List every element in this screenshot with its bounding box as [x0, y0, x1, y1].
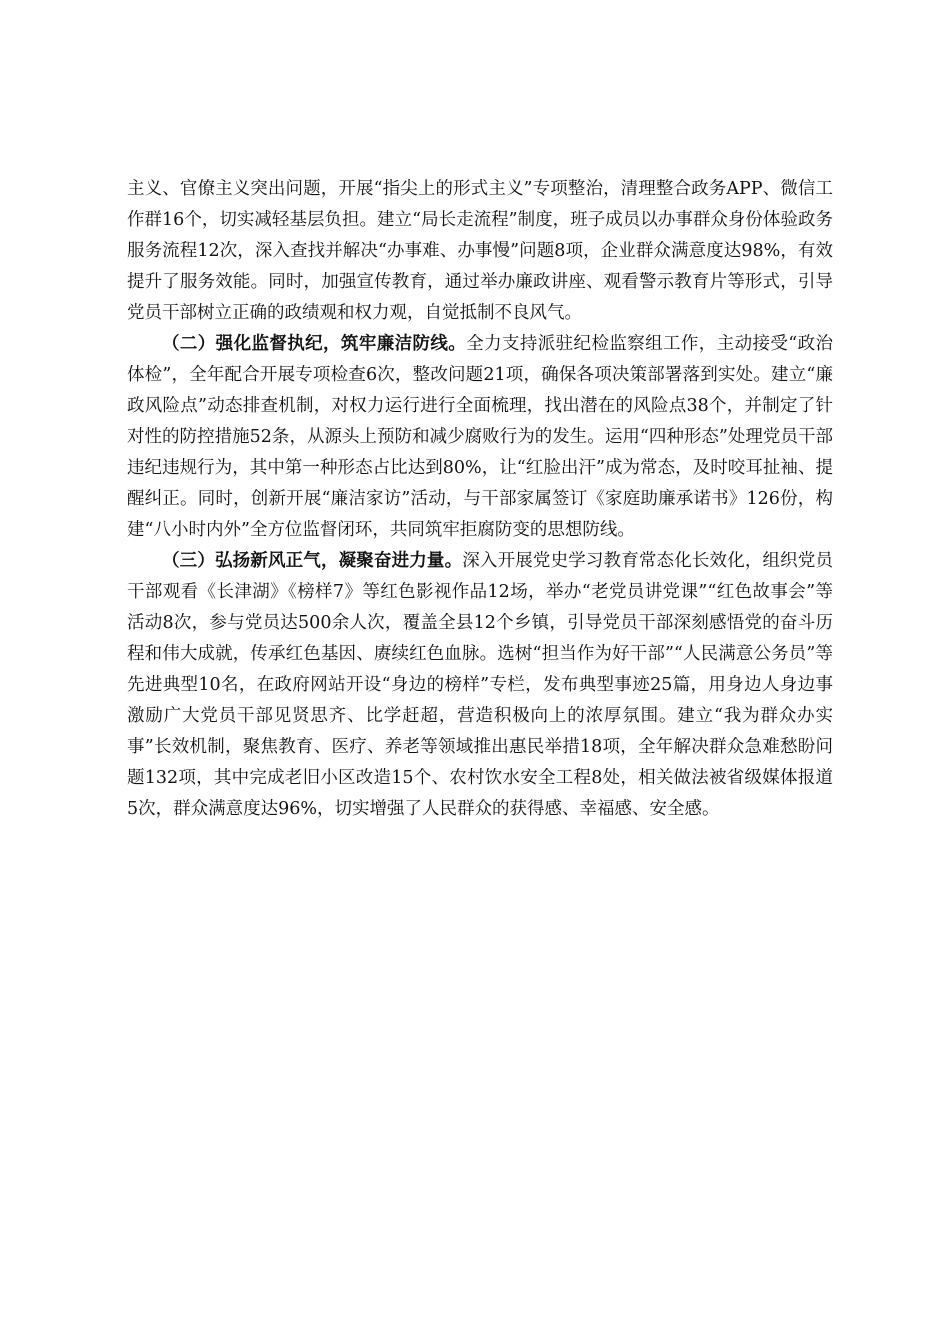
paragraph-text: 主义、官僚主义突出问题，开展“指尖上的形式主义”专项整治，清理整合政务APP、微信工作群16个，切实减轻基层负担。建立“局长走流程”制度，班子成员以办事群众身份体验政务服务流程12次，深入查找并解决“办事难、办事慢”问题8项，企业群众满意度达98%，有效提升了服务效能。同时，加强宣传教育，通过举办廉政讲座、观看警示教育片等形式，引导党员干部树立正确的政绩观和权力观，自觉抵制不良风气。: [127, 179, 833, 323]
paragraph-continuation: [127, 174, 833, 329]
paragraph-text: 深入开展党史学习教育常态化长效化，组织党员干部观看《长津湖》《榜样7》等红色影视作品12场，举办“老党员讲党课”“红色故事会”等活动8次，参与党员达500余人次，覆盖全县12个乡镇，引导党员干部深刻感悟党的奋斗历程和伟大成就，传承红色基因、赓续红色血脉。选树“担当作为好干部”“人民满意公务员”等先进典型10名，在政府网站开设“身边的榜样”专栏，发布典型事迹25篇，用身边人身边事激励广大党员干部见贤思齐、比学赶超，营造积极向上的浓厚氛围。建立“我为群众办实事”长效机制，聚焦教育、医疗、养老等领域推出惠民举措18项，全年解决群众急难愁盼问题132项，其中完成老旧小区改造15个、农村饮水安全工程8处，相关做法被省级媒体报道5次，群众满意度达96%，切实增强了人民群众的获得感、幸福感、安全感。: [127, 551, 834, 819]
section-heading-new-style: （三）弘扬新风正气，凝聚奋进力量。: [162, 551, 463, 571]
paragraph-new-style: [127, 546, 833, 825]
document-body: [127, 174, 833, 825]
section-heading-supervision: （二）强化监督执纪，筑牢廉洁防线。: [162, 334, 467, 354]
paragraph-text: 全力支持派驻纪检监察组工作，主动接受“政治体检”，全年配合开展专项检查6次，整改问题21项，确保各项决策部署落到实处。建立“廉政风险点”动态排查机制，对权力运行进行全面梳理，找出潜在的风险点38个，并制定了针对性的防控措施52条，从源头上预防和减少腐败行为的发生。运用“四种形态”处理党员干部违纪违规行为，其中第一种形态占比达到80%，让“红脸出汗”成为常态，及时咬耳扯袖、提醒纠正。同时，创新开展“廉洁家访”活动，与干部家属签订《家庭助廉承诺书》126份，构建“八小时内外”全方位监督闭环，共同筑牢拒腐防变的思想防线。: [127, 334, 833, 540]
paragraph-supervision: [127, 329, 833, 546]
